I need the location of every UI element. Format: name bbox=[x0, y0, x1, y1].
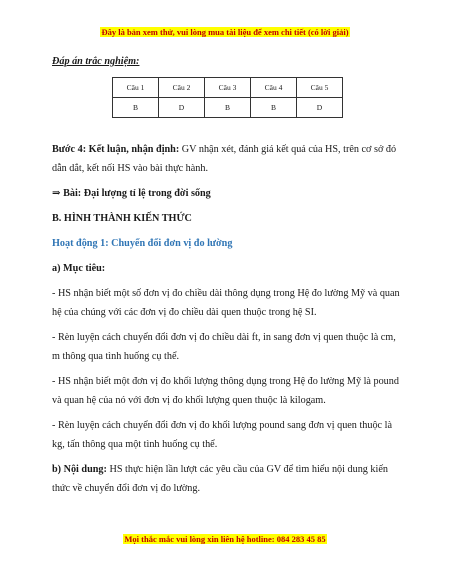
answers-header-cell: Câu 4 bbox=[251, 78, 297, 98]
answers-header-cell: Câu 2 bbox=[159, 78, 205, 98]
objective-item: - HS nhận biết một đơn vị đo khối lượng thông dụng trong Hệ đo lường Mỹ là pound và quan hệ của nó với đơn vị đo khối lượng quen thuộc là kilogam. bbox=[52, 376, 399, 406]
answers-header-row bbox=[113, 78, 343, 98]
activity1-heading: Hoạt động 1: Chuyển đổi đơn vị đo lường bbox=[52, 238, 233, 249]
objectives-heading: a) Mục tiêu: bbox=[52, 263, 106, 274]
answers-value-cell: D bbox=[297, 98, 343, 118]
answers-header-cell: Câu 3 bbox=[205, 78, 251, 98]
preview-banner-text: Đây là bản xem thử, vui lòng mua tài liệu để xem chi tiết (có lời giải) bbox=[101, 27, 349, 37]
lesson-title: ⇒ Bài: Đại lượng tỉ lệ trong đời sống bbox=[52, 188, 211, 199]
hotline-banner bbox=[0, 534, 450, 544]
answers-header-cell: Câu 1 bbox=[113, 78, 159, 98]
answers-table bbox=[112, 77, 343, 118]
answers-header-cell: Câu 5 bbox=[297, 78, 343, 98]
content-text: HS thực hiện lần lượt các yêu cầu của GV để tìm hiểu nội dung kiến thức về chuyển đổi đơn vị đo lường. bbox=[52, 464, 388, 494]
objective-item: - Rèn luyện cách chuyển đổi đơn vị đo khối lượng pound sang đơn vị quen thuộc là kg, tấn thông qua một tình huống cụ thể. bbox=[52, 420, 392, 450]
objective-item: - Rèn luyện cách chuyển đổi đơn vị đo chiều dài ft, in sang đơn vị quen thuộc là cm, m thông qua tình huống cụ thể. bbox=[52, 332, 396, 362]
answers-value-cell: D bbox=[159, 98, 205, 118]
document-body bbox=[52, 52, 404, 498]
answers-value-cell: B bbox=[251, 98, 297, 118]
section-b-heading: B. HÌNH THÀNH KIẾN THỨC bbox=[52, 213, 192, 224]
step4-text: GV nhận xét, đánh giá kết quả của HS, trên cơ sở đó dẫn dắt, kết nối HS vào bài thực hành. bbox=[52, 144, 397, 174]
preview-banner bbox=[0, 27, 450, 37]
answers-value-row bbox=[113, 98, 343, 118]
content-label: b) Nội dung: bbox=[52, 464, 107, 475]
answers-heading: Đáp án trắc nghiệm: bbox=[52, 56, 140, 67]
hotline-banner-text: Mọi thắc mắc vui lòng xin liên hệ hotline: 084 283 45 85 bbox=[124, 534, 326, 544]
step4-paragraph bbox=[52, 140, 404, 178]
objective-item: - HS nhận biết một số đơn vị đo chiều dài thông dụng trong Hệ đo lường Mỹ và quan hệ của chúng với các đơn vị đo chiều dài quen thuộc trong hệ SI. bbox=[52, 288, 400, 318]
answers-value-cell: B bbox=[113, 98, 159, 118]
answers-value-cell: B bbox=[205, 98, 251, 118]
content-paragraph bbox=[52, 460, 404, 498]
step4-label: Bước 4: Kết luận, nhận định: bbox=[52, 144, 180, 155]
